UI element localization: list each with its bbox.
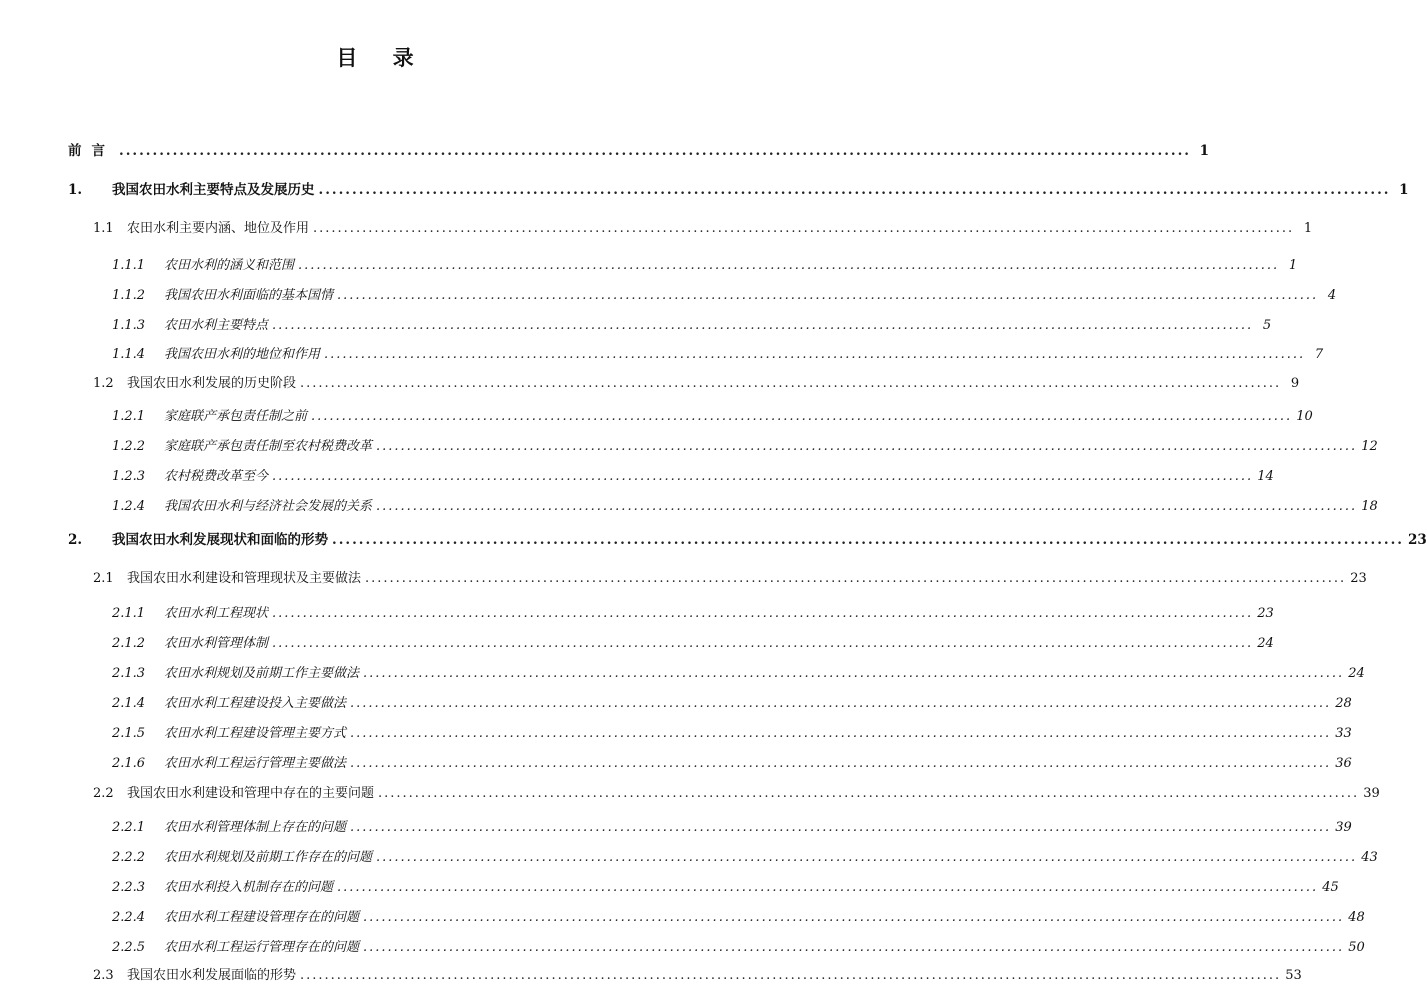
toc-entry[interactable] <box>112 691 1352 713</box>
toc-entry-title: 我国农田水利发展面临的形势 <box>127 968 297 983</box>
toc-entry[interactable] <box>68 177 1409 199</box>
toc-entry[interactable] <box>112 434 1378 456</box>
toc-entry[interactable] <box>68 527 1427 549</box>
toc-leader-dots: ................................................................................................................................................................ <box>363 940 1345 955</box>
toc-entry[interactable] <box>112 631 1274 653</box>
toc-leader-dots: ................................................................................................................................................................ <box>376 439 1358 454</box>
toc-entry-page-number: 7 <box>1314 347 1324 362</box>
toc-entry[interactable] <box>112 342 1324 364</box>
toc-leader-dots: ................................................................................................................................................................ <box>350 756 1332 771</box>
toc-entry-page-number: 24 <box>1257 636 1274 651</box>
toc-entry-title: 农田水利的涵义和范围 <box>164 258 295 273</box>
toc-entry-number: 2.2.5 <box>112 940 146 955</box>
toc-entry[interactable] <box>112 313 1272 335</box>
toc-entry-title: 我国农田水利的地位和作用 <box>164 347 321 362</box>
toc-entry-number: 2.2.1 <box>112 820 146 835</box>
toc-entry-number: 1.2.4 <box>112 499 146 514</box>
toc-entry-number: 1.1.4 <box>112 347 146 362</box>
toc-entry-title: 农田水利投入机制存在的问题 <box>164 880 334 895</box>
toc-leader-dots: ................................................................................................................................................................ <box>365 571 1347 586</box>
toc-entry-number: 1.2.2 <box>112 439 146 454</box>
toc-leader-dots: ................................................................................................................................................................ <box>324 347 1306 362</box>
toc-entry-title: 农村税费改革至今 <box>164 469 269 484</box>
toc-leader-dots: ................................................................................................................................................................ <box>350 726 1332 741</box>
toc-entry-number: 2.1.2 <box>112 636 146 651</box>
toc-entry-title: 我国农田水利发展现状和面临的形势 <box>112 532 328 548</box>
toc-leader-dots: ................................................................................................................................................................ <box>337 288 1319 303</box>
toc-entry-page-number: 23 <box>1350 571 1367 586</box>
toc-entry-number: 2.2 <box>93 786 114 801</box>
toc-entry-number: 2.2.2 <box>112 850 146 865</box>
toc-entry-page-number: 12 <box>1361 439 1378 454</box>
toc-entry-title: 我国农田水利与经济社会发展的关系 <box>164 499 373 514</box>
toc-entry-page-number: 1 <box>1399 182 1409 198</box>
toc-entry-title: 农田水利工程现状 <box>164 606 269 621</box>
toc-entry-page-number: 1 <box>1199 143 1209 159</box>
toc-entry-number: 2.2.4 <box>112 910 146 925</box>
toc-entry-number: 2.1.3 <box>112 666 146 681</box>
toc-entry-number: 1.1.2 <box>112 288 146 303</box>
toc-leader-dots: ................................................................................................................................................................ <box>378 786 1360 801</box>
toc-leader-dots: ................................................................................................................................................................ <box>363 910 1345 925</box>
toc-entry-page-number: 23 <box>1408 532 1427 548</box>
toc-entry-title: 我国农田水利建设和管理现状及主要做法 <box>127 571 362 586</box>
toc-entry[interactable] <box>112 751 1352 773</box>
toc-leader-dots: ................................................................................................................................................................ <box>298 258 1280 273</box>
toc-entry[interactable] <box>112 253 1298 275</box>
toc-entry[interactable] <box>112 935 1365 957</box>
toc-leader-dots: ................................................................................................................................................................ <box>313 221 1295 236</box>
toc-entry-page-number: 24 <box>1348 666 1365 681</box>
toc-entry-title: 前言 <box>68 143 115 159</box>
toc-entry-page-number: 48 <box>1348 910 1365 925</box>
toc-entry-page-number: 33 <box>1335 726 1352 741</box>
toc-entry-title: 我国农田水利面临的基本国情 <box>164 288 334 303</box>
toc-leader-dots: ................................................................................................................................................................ <box>337 880 1319 895</box>
toc-leader-dots: ................................................................................................................................................................ <box>300 376 1282 391</box>
toc-leader-dots: ................................................................................................................................................................ <box>272 636 1254 651</box>
toc-entry[interactable] <box>112 815 1352 837</box>
toc-entry-page-number: 1 <box>1288 258 1298 273</box>
toc-entry[interactable] <box>112 601 1274 623</box>
toc-entry-title: 家庭联产承包责任制之前 <box>164 409 308 424</box>
toc-entry-page-number: 18 <box>1361 499 1378 514</box>
toc-leader-dots: ................................................................................................................................................................ <box>318 182 1391 198</box>
toc-entry-number: 2. <box>68 532 83 548</box>
toc-entry-page-number: 23 <box>1257 606 1274 621</box>
toc-entry-title: 农田水利管理体制 <box>164 636 269 651</box>
toc-leader-dots: ................................................................................................................................................................ <box>311 409 1293 424</box>
toc-leader-dots: ................................................................................................................................................................ <box>272 469 1254 484</box>
toc-entry-page-number: 36 <box>1335 756 1352 771</box>
toc-leader-dots: ................................................................................................................................................................ <box>350 820 1332 835</box>
toc-entry[interactable] <box>112 283 1337 305</box>
toc-leader-dots: ................................................................................................................................................................ <box>376 499 1358 514</box>
toc-entry-number: 2.1.4 <box>112 696 146 711</box>
toc-entry[interactable] <box>93 371 1300 393</box>
toc-entry-number: 1. <box>68 182 83 198</box>
toc-entry[interactable] <box>112 494 1378 516</box>
toc-entry-title: 我国农田水利发展的历史阶段 <box>127 376 297 391</box>
toc-entry-title: 农田水利规划及前期工作主要做法 <box>164 666 360 681</box>
toc-entry-page-number: 39 <box>1335 820 1352 835</box>
toc-entry-title: 农田水利工程运行管理主要做法 <box>164 756 347 771</box>
toc-entry-title: 我国农田水利建设和管理中存在的主要问题 <box>127 786 375 801</box>
toc-entry-number: 2.3 <box>93 968 114 983</box>
toc-entry-title: 农田水利主要内涵、地位及作用 <box>127 221 310 236</box>
toc-entry-page-number: 43 <box>1361 850 1378 865</box>
toc-entry[interactable] <box>112 845 1378 867</box>
toc-leader-dots: ................................................................................................................................................................ <box>376 850 1358 865</box>
toc-entry[interactable] <box>112 464 1274 486</box>
toc-entry-title: 农田水利工程建设投入主要做法 <box>164 696 347 711</box>
toc-entry-title: 我国农田水利主要特点及发展历史 <box>112 182 315 198</box>
toc-entry[interactable] <box>112 905 1365 927</box>
toc-entry-number: 2.1.5 <box>112 726 146 741</box>
toc-leader-dots: ................................................................................................................................................................ <box>272 606 1254 621</box>
toc-leader-dots: ................................................................................................................................................................ <box>332 532 1404 548</box>
toc-entry-page-number: 50 <box>1348 940 1365 955</box>
toc-entry[interactable] <box>93 216 1313 238</box>
toc-entry[interactable] <box>93 963 1302 985</box>
toc-entry[interactable] <box>112 721 1352 743</box>
toc-leader-dots: ................................................................................................................................................................ <box>119 143 1191 159</box>
toc-entry-title: 农田水利规划及前期工作存在的问题 <box>164 850 373 865</box>
toc-entry-number: 1.2.3 <box>112 469 146 484</box>
toc-entry-number: 1.2.1 <box>112 409 146 424</box>
toc-entry-number: 1.1.1 <box>112 258 146 273</box>
toc-entry-title: 农田水利工程建设管理主要方式 <box>164 726 347 741</box>
toc-entry[interactable] <box>93 566 1367 588</box>
toc-entry[interactable] <box>93 781 1380 803</box>
toc-entry[interactable] <box>112 875 1339 897</box>
toc-entry-title: 农田水利工程运行管理存在的问题 <box>164 940 360 955</box>
toc-entry-title: 农田水利管理体制上存在的问题 <box>164 820 347 835</box>
toc-entry-page-number: 5 <box>1262 318 1272 333</box>
toc-entry-page-number: 9 <box>1290 376 1300 391</box>
toc-entry-page-number: 14 <box>1257 469 1274 484</box>
toc-entry-page-number: 28 <box>1335 696 1352 711</box>
toc-entry-number: 2.1.1 <box>112 606 146 621</box>
toc-entry-page-number: 1 <box>1303 221 1313 236</box>
toc-entry-number: 2.1 <box>93 571 114 586</box>
toc-entry[interactable] <box>112 404 1313 426</box>
toc-entry-page-number: 45 <box>1322 880 1339 895</box>
toc-entry[interactable] <box>68 138 1209 160</box>
toc-entry-number: 1.1 <box>93 221 114 236</box>
toc-entry-title: 农田水利工程建设管理存在的问题 <box>164 910 360 925</box>
page-title: 目 录 <box>336 45 428 70</box>
toc-entry-page-number: 39 <box>1363 786 1380 801</box>
toc-entry-number: 1.2 <box>93 376 114 391</box>
toc-entry-number: 2.2.3 <box>112 880 146 895</box>
toc-leader-dots: ................................................................................................................................................................ <box>300 968 1282 983</box>
toc-leader-dots: ................................................................................................................................................................ <box>363 666 1345 681</box>
toc-entry[interactable] <box>112 661 1365 683</box>
toc-entry-title: 家庭联产承包责任制至农村税费改革 <box>164 439 373 454</box>
toc-entry-page-number: 53 <box>1285 968 1302 983</box>
toc-leader-dots: ................................................................................................................................................................ <box>272 318 1254 333</box>
toc-leader-dots: ................................................................................................................................................................ <box>350 696 1332 711</box>
toc-entry-title: 农田水利主要特点 <box>164 318 269 333</box>
toc-entry-number: 1.1.3 <box>112 318 146 333</box>
toc-entry-page-number: 4 <box>1327 288 1337 303</box>
toc-entry-page-number: 10 <box>1296 409 1313 424</box>
toc-entry-number: 2.1.6 <box>112 756 146 771</box>
